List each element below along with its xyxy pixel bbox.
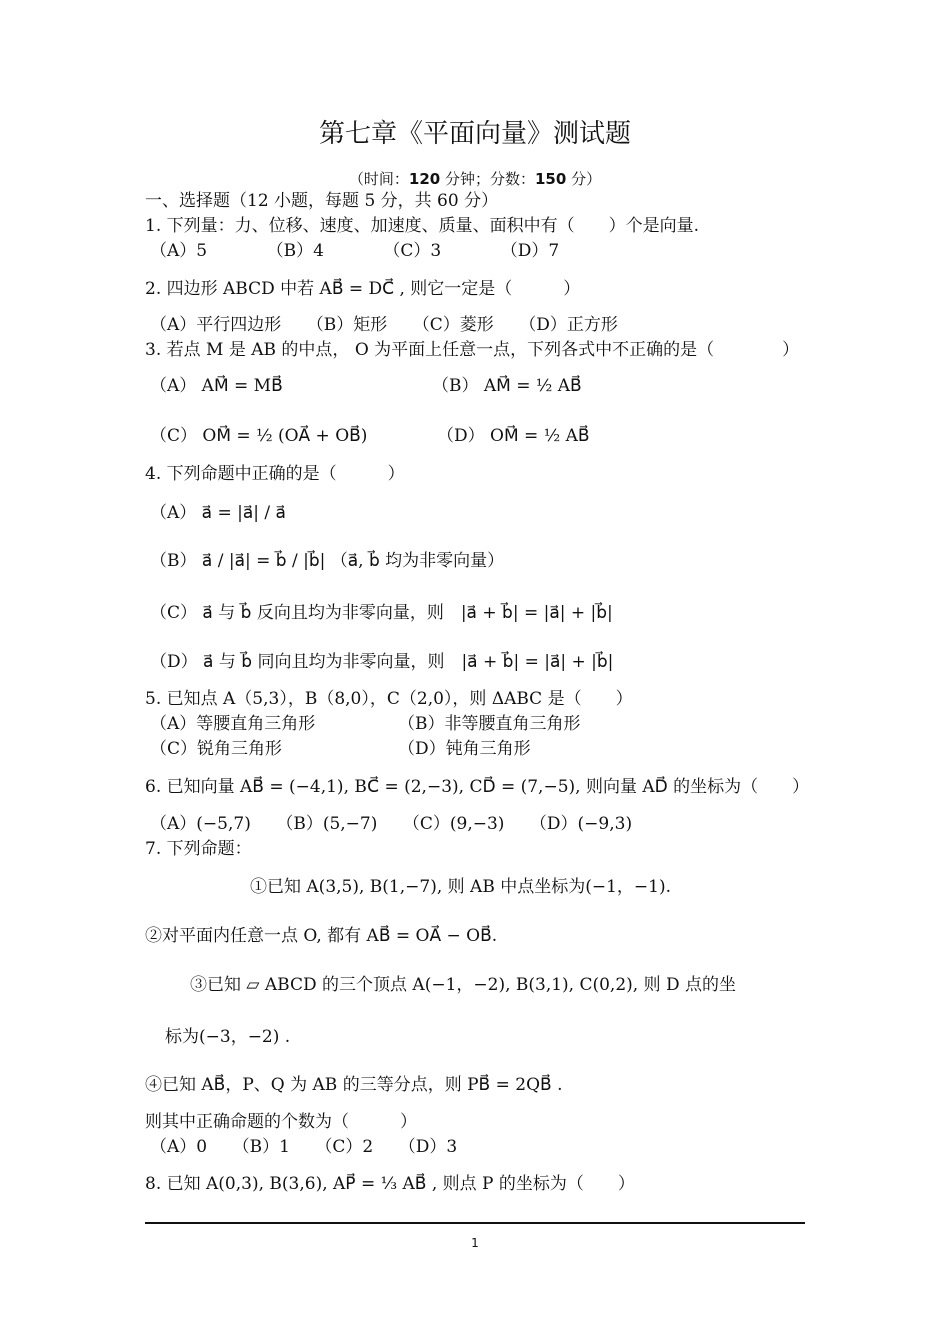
- text-line: （A）平行四边形 （B）矩形 （C）菱形 （D）正方形: [150, 315, 618, 335]
- text-line: 2. 四边形 ABCD 中若 AB⃗ = DC⃗ , 则它一定是（ ）: [145, 279, 581, 299]
- text-line: ②对平面内任意一点 O, 都有 AB⃗ = OA⃗ − OB⃗.: [145, 926, 498, 946]
- text-line: （B） a⃗ / |a⃗| = b⃗ / |b⃗| （a⃗, b⃗ 均为非零向量）: [150, 551, 505, 571]
- page-title: 第七章《平面向量》测试题: [318, 119, 631, 149]
- text-line: 6. 已知向量 AB⃗ = (−4,1), BC⃗ = (2,−3), CD⃗ = (7,−5), 则向量 AD⃗ 的坐标为（ ）: [145, 777, 810, 797]
- text-line: （D）钝角三角形: [398, 739, 531, 759]
- exam-score: 150: [535, 170, 567, 188]
- text-line: 则其中正确命题的个数为（ ）: [145, 1112, 417, 1132]
- text-line: 4. 下列命题中正确的是（ ）: [145, 464, 405, 484]
- text-line: （A）0 （B）1 （C）2 （D）3: [150, 1137, 458, 1157]
- text-line: 一、选择题（12 小题，每题 5 分，共 60 分）: [145, 191, 499, 211]
- text-line: 1. 下列量：力、位移、速度、加速度、质量、面积中有（ ）个是向量.: [145, 216, 700, 236]
- text-line: （C） a⃗ 与 b⃗ 反向且均为非零向量，则 |a⃗ + b⃗| = |a⃗| + |b⃗|: [150, 603, 613, 623]
- text-line: ③已知 ▱ ABCD 的三个顶点 A(−1，−2), B(3,1), C(0,2), 则 D 点的坐: [190, 975, 737, 995]
- text-line: 8. 已知 A(0,3), B(3,6), AP⃗ = ⅓ AB⃗ , 则点 P 的坐标为（ ）: [145, 1174, 635, 1194]
- text-line: （A） AM⃗ = MB⃗: [150, 376, 283, 396]
- text-line: （A）5 （B）4 （C）3 （D）7: [150, 241, 560, 261]
- text-line: （D） a⃗ 与 b⃗ 同向且均为非零向量，则 |a⃗ + b⃗| = |a⃗| + |b⃗|: [150, 652, 614, 672]
- text-line: 5. 已知点 A（5,3），B（8,0），C（2,0），则 ΔABC 是（ ）: [145, 689, 633, 709]
- text-line: （D） OM⃗ = ½ AB⃗: [437, 426, 590, 446]
- text-line: （C）锐角三角形: [150, 739, 283, 759]
- exam-info-suffix: 分）: [566, 170, 602, 188]
- exam-info-mid: 分钟；分数：: [440, 170, 535, 188]
- text-line: （C） OM⃗ = ½ (OA⃗ + OB⃗): [150, 426, 368, 446]
- text-line: （A）等腰直角三角形: [150, 714, 316, 734]
- footer-divider: [145, 1222, 805, 1224]
- text-line: ①已知 A(3,5), B(1,−7), 则 AB 中点坐标为(−1，−1).: [250, 877, 671, 897]
- exam-info-prefix: （时间：: [348, 170, 409, 188]
- text-line: 3. 若点 M 是 AB 的中点， O 为平面上任意一点，下列各式中不正确的是（ ）: [145, 340, 800, 360]
- text-line: （A）(−5,7) （B）(5,−7) （C）(9,−3) （D）(−9,3): [150, 814, 633, 834]
- text-line: 7. 下列命题：: [145, 839, 252, 859]
- exam-info: [0, 168, 950, 189]
- exam-time: 120: [408, 170, 441, 188]
- text-line: ④已知 AB⃗，P、Q 为 AB 的三等分点，则 PB⃗ = 2QB⃗ .: [145, 1075, 563, 1095]
- page-number: 1: [471, 1236, 479, 1250]
- text-line: 标为(−3，−2) .: [165, 1027, 291, 1047]
- text-line: （B） AM⃗ = ½ AB⃗: [432, 376, 582, 396]
- text-line: （A） a⃗ = |a⃗| / a⃗: [150, 503, 286, 523]
- text-line: （B）非等腰直角三角形: [398, 714, 581, 734]
